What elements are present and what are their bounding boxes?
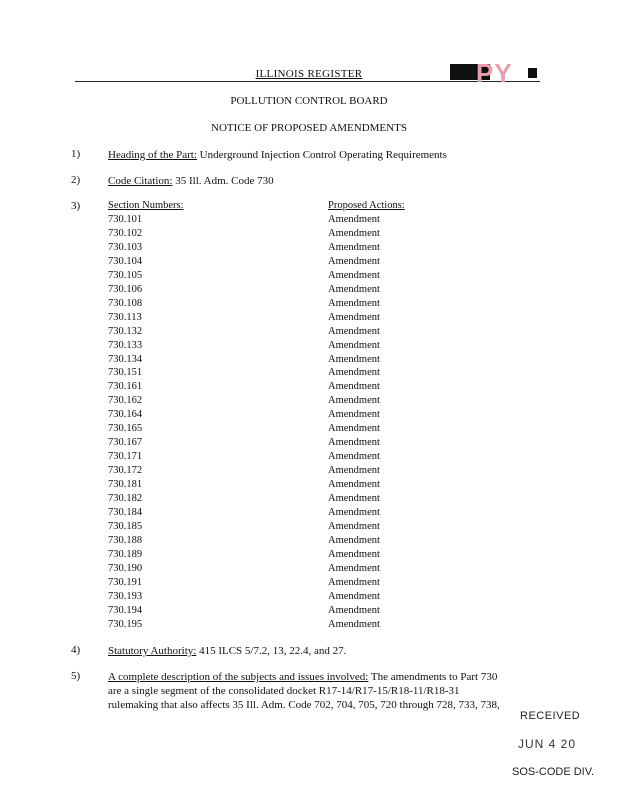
section-number-cell: 730.190 — [108, 562, 143, 574]
stamp-text: PY — [476, 58, 513, 88]
proposed-action-cell: Amendment — [328, 227, 380, 239]
proposed-action-cell: Amendment — [328, 409, 380, 421]
section-number-cell: 730.172 — [108, 465, 143, 477]
section-number-cell: 730.101 — [108, 214, 143, 225]
section-text: 35 Ill. Adm. Code 730 — [175, 175, 274, 187]
proposed-action-cell: Amendment — [328, 618, 380, 630]
stamp-mark — [528, 68, 537, 78]
section-body — [108, 174, 558, 188]
proposed-action-cell: Amendment — [328, 241, 380, 253]
section-number-cell: 730.164 — [108, 409, 143, 421]
section-number-cell: 730.113 — [108, 311, 142, 323]
received-stamp: RECEIVED — [520, 710, 581, 722]
section-body — [108, 148, 558, 162]
copy-stamp — [450, 58, 532, 88]
proposed-action-cell: Amendment — [328, 562, 380, 574]
section-number-cell: 730.133 — [108, 339, 143, 351]
section-text: The amendments to Part 730 — [370, 671, 498, 683]
section-text: Underground Injection Control Operating Requirements — [199, 149, 447, 161]
proposed-action-cell: Amendment — [328, 548, 380, 560]
proposed-action-cell: Amendment — [328, 479, 380, 491]
section-number-cell: 730.193 — [108, 590, 143, 602]
proposed-action-cell: Amendment — [328, 325, 380, 337]
section-body — [108, 670, 558, 712]
section-number: 2) — [71, 174, 81, 186]
notice-title: NOTICE OF PROPOSED AMENDMENTS — [211, 122, 407, 134]
proposed-action-cell: Amendment — [328, 395, 380, 407]
column-header-section: Section Numbers: — [108, 200, 184, 211]
section-number-cell: 730.171 — [108, 451, 143, 463]
section-number-cell: 730.181 — [108, 479, 143, 491]
proposed-action-cell: Amendment — [328, 465, 380, 477]
section-number-cell: 730.161 — [108, 381, 143, 393]
section-number-cell: 730.191 — [108, 576, 143, 588]
proposed-action-cell: Amendment — [328, 590, 380, 602]
section-number-cell: 730.167 — [108, 437, 143, 449]
section-label: A complete description of the subjects and issues involved: — [108, 671, 369, 683]
proposed-action-cell: Amendment — [328, 297, 380, 309]
proposed-action-cell: Amendment — [328, 214, 380, 225]
board-title: POLLUTION CONTROL BOARD — [230, 95, 388, 107]
section-label: Heading of the Part: — [108, 149, 197, 161]
section-body — [108, 644, 558, 658]
section-text-line: rulemaking that also affects 35 Ill. Adm. Code 702, 704, 705, 720 through 728, 733, 738, — [108, 699, 500, 711]
proposed-action-cell: Amendment — [328, 451, 380, 463]
section-number-cell: 730.108 — [108, 297, 143, 309]
received-date: JUN 4 20 — [518, 737, 577, 751]
section-label: Statutory Authority: — [108, 645, 197, 657]
proposed-action-cell: Amendment — [328, 576, 380, 588]
section-number-cell: 730.105 — [108, 269, 143, 281]
proposed-action-cell: Amendment — [328, 520, 380, 532]
proposed-action-cell: Amendment — [328, 506, 380, 518]
office-stamp: SOS-CODE DIV. — [512, 766, 595, 778]
section-number-cell: 730.165 — [108, 423, 143, 435]
section-number-cell: 730.185 — [108, 520, 143, 532]
section-number-cell: 730.134 — [108, 353, 143, 365]
proposed-action-cell: Amendment — [328, 367, 380, 379]
section-number: 1) — [71, 148, 81, 160]
section-number-cell: 730.189 — [108, 548, 143, 560]
proposed-action-cell: Amendment — [328, 255, 380, 267]
section-number-cell: 730.162 — [108, 395, 143, 407]
proposed-action-cell: Amendment — [328, 339, 380, 351]
register-title: ILLINOIS REGISTER — [255, 68, 363, 80]
section-number-cell: 730.102 — [108, 227, 143, 239]
section-number-cell: 730.132 — [108, 325, 143, 337]
proposed-action-cell: Amendment — [328, 353, 380, 365]
section-number-cell: 730.182 — [108, 493, 143, 504]
proposed-action-cell: Amendment — [328, 311, 380, 323]
proposed-action-cell: Amendment — [328, 423, 380, 435]
proposed-action-cell: Amendment — [328, 534, 380, 546]
proposed-action-cell: Amendment — [328, 283, 380, 295]
section-number-cell: 730.188 — [108, 534, 143, 546]
proposed-action-cell: Amendment — [328, 604, 380, 616]
section-number-cell: 730.104 — [108, 255, 143, 267]
section-number-cell: 730.184 — [108, 506, 143, 518]
section-text: 415 ILCS 5/7.2, 13, 22.4, and 27. — [199, 645, 347, 657]
section-number: 4) — [71, 644, 81, 656]
section-number-cell: 730.103 — [108, 241, 143, 253]
section-number-cell: 730.194 — [108, 604, 143, 616]
section-number-cell: 730.106 — [108, 283, 143, 295]
section-label: Code Citation: — [108, 175, 173, 187]
proposed-action-cell: Amendment — [328, 381, 380, 393]
proposed-action-cell: Amendment — [328, 493, 380, 504]
section-number-cell: 730.195 — [108, 618, 143, 630]
proposed-action-cell: Amendment — [328, 269, 380, 281]
section-number: 5) — [71, 670, 81, 682]
section-number-cell: 730.151 — [108, 367, 143, 379]
column-header-action: Proposed Actions: — [328, 200, 405, 211]
proposed-action-cell: Amendment — [328, 437, 380, 449]
section-number: 3) — [71, 200, 81, 212]
section-text-line: are a single segment of the consolidated docket R17-14/R17-15/R18-11/R18-31 — [108, 685, 460, 697]
